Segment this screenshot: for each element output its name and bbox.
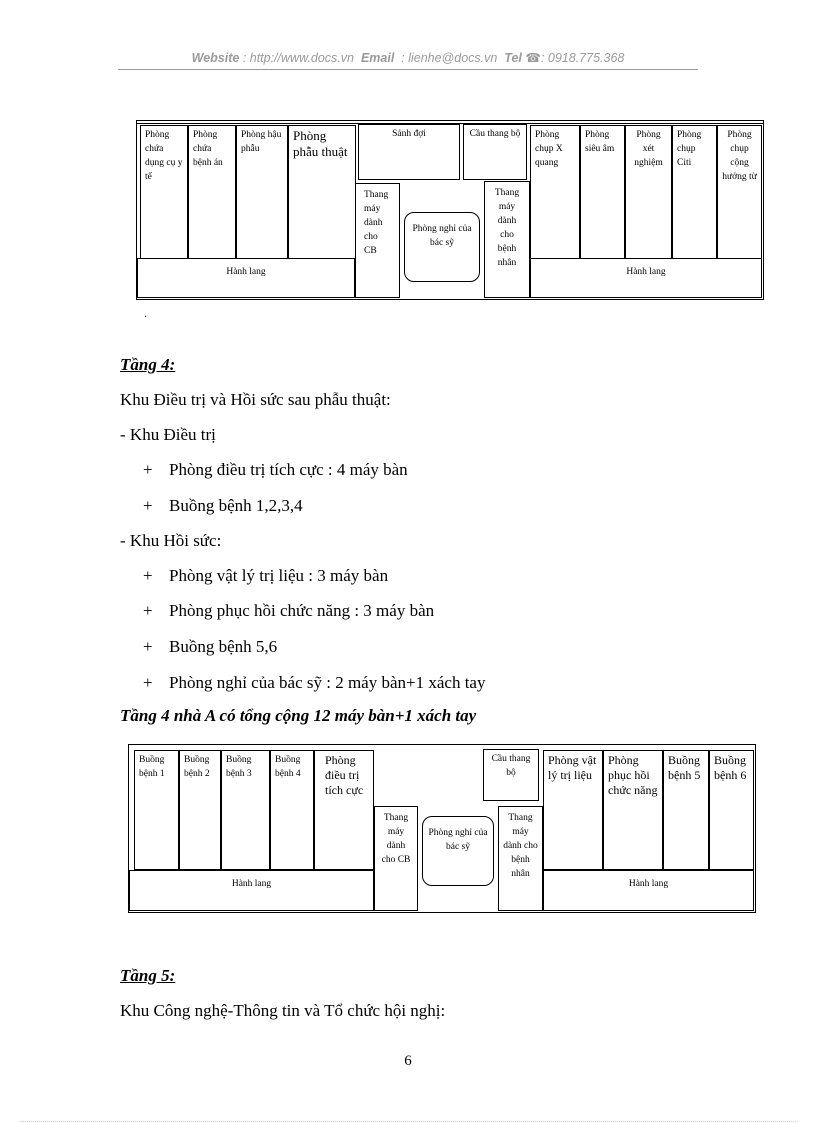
list-item-text: Buồng bệnh 1,2,3,4 [169,496,303,515]
ward-2: Buồng bệnh 2 [179,750,221,870]
bullet-icon: + [143,637,153,656]
email-label: Email [360,51,395,65]
floor4-summary: Tầng 4 nhà A có tổng cộng 12 máy bàn+1 xách tay [120,706,477,725]
room-supply-storage: Phòng chứa dụng cụ y tế [140,125,188,259]
phone-icon: ☎ [525,51,541,65]
website-label: Website [191,51,240,65]
list-item-text: Phòng nghỉ của bác sỹ : 2 máy bàn+1 xách tay [169,673,486,692]
doctor-rest-room: Phòng nghỉ của bác sỹ [404,212,480,282]
website-value: : http://www.docs.vn [242,51,354,65]
room-recovery: Phòng hậu phẫu [236,125,288,259]
elevator-patient: Thang máy dành cho bệnh nhân [484,181,530,298]
room-ct: Phòng chụp Citi [672,125,717,259]
elevator-patient: Thang máy dành cho bệnh nhân [498,806,543,911]
header-divider [118,69,698,70]
corridor-right: Hành lang [543,870,754,911]
doctor-rest-room: Phòng nghỉ của bác sỹ [422,816,494,886]
ward-4: Buồng bệnh 4 [270,750,314,870]
ward-5: Buồng bệnh 5 [663,750,709,870]
staircase: Cầu thang bộ [463,124,527,180]
ward-1: Buồng bệnh 1 [134,750,179,870]
floor5-intro: Khu Công nghệ-Thông tin và Tổ chức hội nghị: [120,1001,446,1020]
list-item [143,601,434,621]
area-treatment: - Khu Điều trị [120,425,216,444]
corridor-left: Hành lang [137,258,355,298]
bullet-icon: + [143,566,153,585]
corridor-right: Hành lang [530,258,762,298]
staircase: Cầu thang bộ [483,749,539,801]
email-value: : lienhe@docs.vn [401,51,498,65]
room-ultrasound: Phòng siêu âm [580,125,625,259]
bullet-icon: + [143,496,153,515]
room-surgery: Phòng phẫu thuật [288,125,356,259]
elevator-staff: Thang máy dành cho CB [355,183,400,298]
room-lab: Phòng xét nghiệm [625,125,672,259]
page-header [0,50,816,65]
page-number: 6 [404,1053,412,1069]
elevator-staff: Thang máy dành cho CB [374,806,418,911]
footer-divider [20,1121,796,1122]
list-item [143,566,388,586]
corridor-left: Hành lang [129,870,374,911]
area-recovery: - Khu Hồi sức: [120,531,222,550]
list-item [143,460,408,480]
list-item [143,496,303,516]
list-item-text: Buồng bệnh 5,6 [169,637,278,656]
room-rehab: Phòng phục hồi chức năng [603,750,663,870]
bullet-icon: + [143,673,153,692]
floor4-heading: Tầng 4: [120,355,176,374]
bullet-icon: + [143,460,153,479]
tel-label: Tel [504,51,522,65]
room-mri: Phòng chụp cộng hưởng từ [717,125,762,259]
list-item-text: Phòng điều trị tích cực : 4 máy bàn [169,460,408,479]
room-physiotherapy: Phòng vật lý trị liệu [543,750,603,870]
bullet-icon: + [143,601,153,620]
ward-3: Buồng bệnh 3 [221,750,270,870]
room-xray: Phòng chụp X quang [530,125,580,259]
tel-value: : 0918.775.368 [540,51,625,65]
floor4-intro: Khu Điều trị và Hồi sức sau phẫu thuật: [120,390,391,409]
floor5-heading: Tầng 5: [120,966,176,985]
list-item [143,673,485,693]
list-item-text: Phòng phục hồi chức năng : 3 máy bàn [169,601,435,620]
room-records: Phòng chứa bệnh án [188,125,236,259]
room-intensive-care: Phòng điều trị tích cực [314,750,374,870]
waiting-hall: Sảnh đợi [358,124,460,180]
list-item-text: Phòng vật lý trị liệu : 3 máy bàn [169,566,389,585]
ward-6: Buồng bệnh 6 [709,750,754,870]
stray-dot: . [144,306,147,320]
list-item [143,637,277,657]
